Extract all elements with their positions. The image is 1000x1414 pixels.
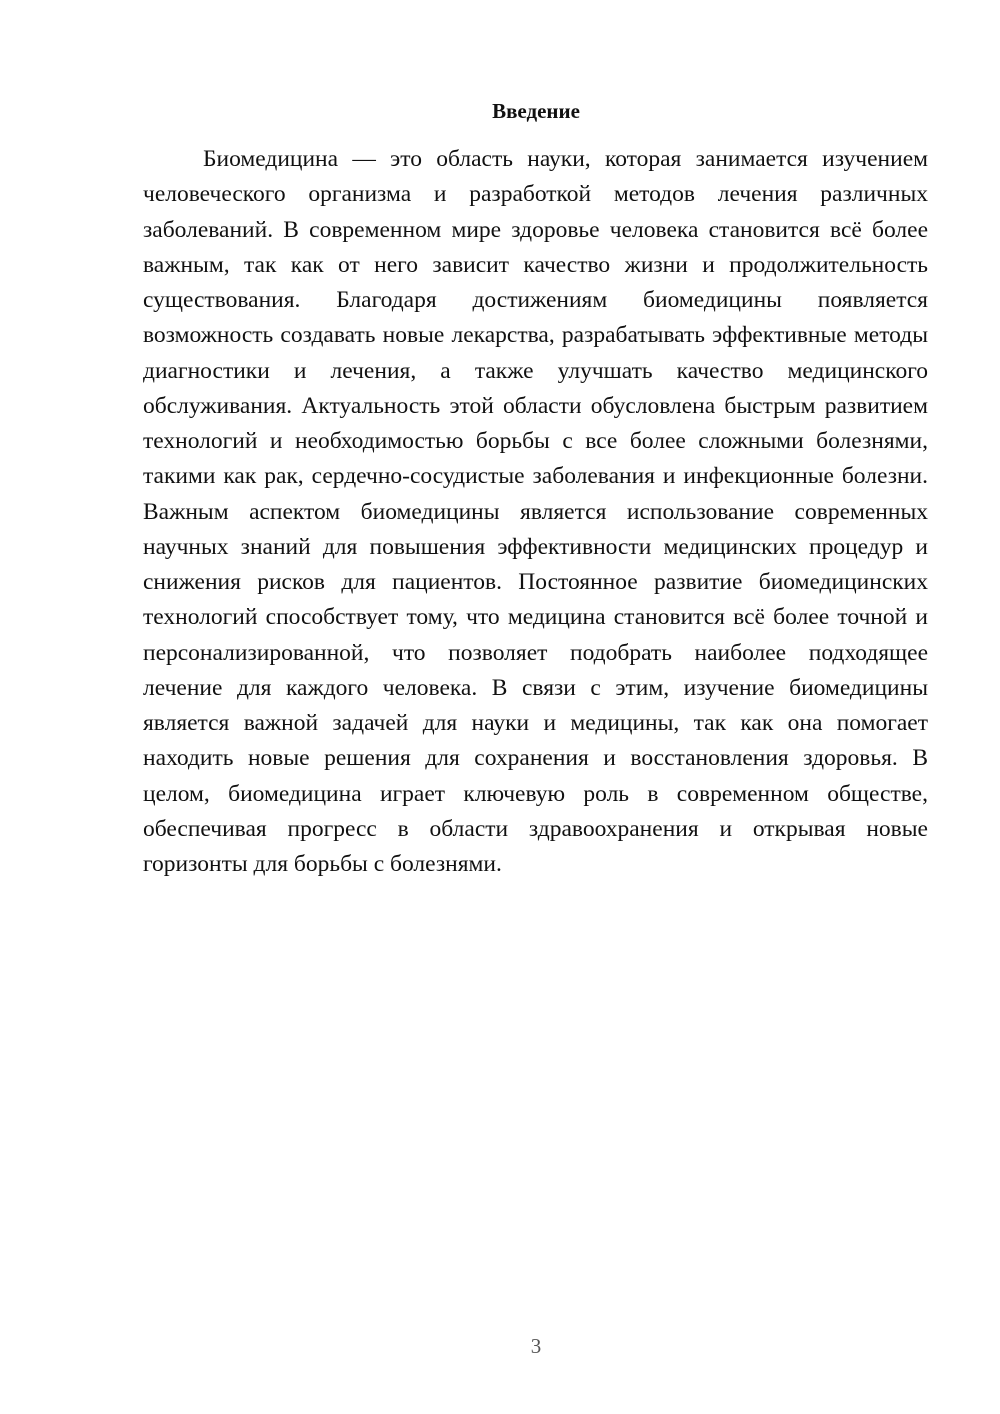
page-number: 3: [530, 1334, 542, 1358]
section-heading: Введение: [492, 99, 580, 123]
body-paragraph: Биомедицина — это область науки, которая занимается изучением человеческого организма и разработкой методов лечения различных заболеваний. В современном мире здоровье человека становится всё более важным, так как от него зависит качество жизни и продолжительность существования. Благодаря достижениям биомедицины появляется возможность создавать новые лекарства, разрабатывать эффективные методы диагностики и лечения, а также улучшать качество медицинского обслуживания. Актуальность этой области обусловлена быстрым развитием технологий и необходимостью борьбы с все более сложными болезнями, такими как рак, сердечно-сосудистые заболевания и инфекционные болезни. Важным аспектом биомедицины является использование современных научных знаний для повышения эффективности медицинских процедур и снижения рисков для пациентов. Постоянное развитие биомедицинских технологий способствует тому, что медицина становится всё более точной и персонализированной, что позволяет подобрать наиболее подходящее лечение для каждого человека. В связи с этим, изучение биомедицины является важной задачей для науки и медицины, так как она помогает находить новые решения для сохранения и восстановления здоровья. В целом, биомедицина играет ключевую роль в современном обществе, обеспечивая прогресс в области здравоохранения и открывая новые горизонты для борьбы с болезнями.: [143, 146, 928, 877]
